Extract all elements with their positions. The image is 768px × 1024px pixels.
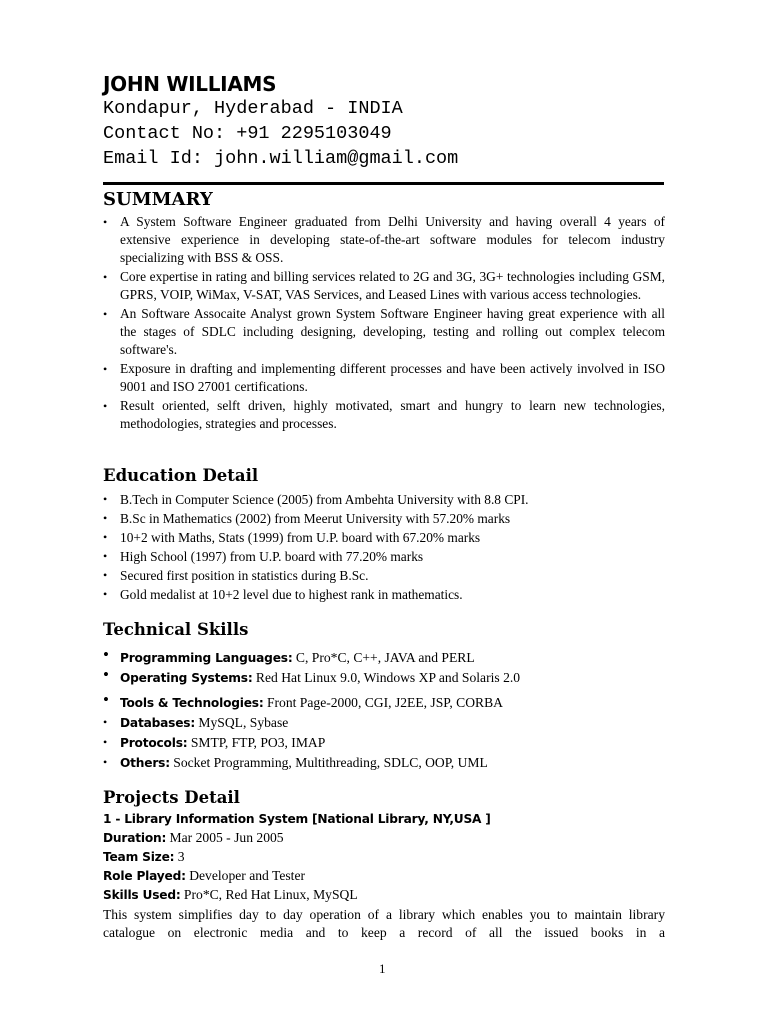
project-team-size: Team Size: 3 — [103, 849, 185, 864]
skill-label: Databases: — [120, 716, 195, 730]
skill-value: SMTP, FTP, PO3, IMAP — [187, 735, 326, 750]
projects-heading: Projects Detail — [103, 788, 240, 807]
skill-value: C, Pro*C, C++, JAVA and PERL — [292, 650, 475, 665]
skill-label: Tools & Technologies: — [120, 696, 264, 710]
skill-label: Operating Systems: — [120, 671, 253, 685]
skill-value: Red Hat Linux 9.0, Windows XP and Solaris 2.0 — [252, 670, 521, 685]
skill-label: Protocols: — [120, 736, 188, 750]
project-description: This system simplifies day to day operation of a library which enables you to maintain library catalogue on electronic media and to keep a record of all the issued books in a — [103, 907, 665, 940]
skill-item — [103, 693, 503, 713]
summary-item: • Result oriented, selft driven, highly motivated, smart and hungry to learn new technologies, methodologies, strategies and processes. — [103, 397, 665, 433]
education-item: • B.Tech in Computer Science (2005) from Ambehta University with 8.8 CPI. — [103, 490, 665, 509]
project-title: 1 - Library Information System [National Library, NY,USA ] — [103, 812, 491, 826]
skill-item — [103, 713, 288, 733]
skill-item — [103, 648, 475, 668]
summary-list — [103, 213, 665, 434]
header-divider — [103, 182, 664, 185]
summary-item: • An Software Assocaite Analyst grown System Software Engineer having great experience with all the stages of SDLC including designing, developing, testing and rolling out complex telecom software's. — [103, 305, 665, 359]
page-number: 1 — [379, 961, 386, 976]
address-line: Kondapur, Hyderabad - INDIA — [103, 98, 403, 119]
summary-item: • Core expertise in rating and billing services related to 2G and 3G, 3G+ technologies including GSM, GPRS, VOIP, WiMax, V-SAT, VAS Services, and Leased Lines with various access technologies. — [103, 268, 665, 304]
summary-heading: SUMMARY — [103, 189, 213, 210]
technical-skills-heading: Technical Skills — [103, 620, 249, 639]
skill-value: Front Page-2000, CGI, J2EE, JSP, CORBA — [263, 695, 503, 710]
skill-item — [103, 753, 488, 773]
skill-label: Others: — [120, 756, 170, 770]
education-item: • B.Sc in Mathematics (2002) from Meerut University with 57.20% marks — [103, 509, 665, 528]
skill-item — [103, 668, 520, 688]
education-item: • High School (1997) from U.P. board with 77.20% marks — [103, 547, 665, 566]
summary-item: • A System Software Engineer graduated from Delhi University and having overall 4 years of extensive experience in developing state-of-the-art software modules for telecom industry specializing with BSS & OSS. — [103, 213, 665, 267]
education-list — [103, 490, 665, 604]
project-skills-used: Skills Used: Pro*C, Red Hat Linux, MySQL — [103, 887, 358, 902]
email-line: Email Id: john.william@gmail.com — [103, 148, 459, 169]
skill-label: Programming Languages: — [120, 651, 293, 665]
education-heading: Education Detail — [103, 466, 259, 485]
education-item: • Gold medalist at 10+2 level due to highest rank in mathematics. — [103, 585, 665, 604]
education-item: • 10+2 with Maths, Stats (1999) from U.P. board with 67.20% marks — [103, 528, 665, 547]
summary-item: • Exposure in drafting and implementing different processes and have been actively involved in ISO 9001 and ISO 27001 certifications. — [103, 360, 665, 396]
contact-number-line: Contact No: +91 2295103049 — [103, 123, 392, 144]
skill-item — [103, 733, 325, 753]
skill-value: MySQL, Sybase — [195, 715, 289, 730]
education-item: • Secured first position in statistics during B.Sc. — [103, 566, 665, 585]
project-duration: Duration: Mar 2005 - Jun 2005 — [103, 830, 284, 845]
skill-value: Socket Programming, Multithreading, SDLC, OOP, UML — [169, 755, 488, 770]
project-role: Role Played: Developer and Tester — [103, 868, 306, 883]
candidate-name: JOHN WILLIAMS — [103, 72, 277, 96]
